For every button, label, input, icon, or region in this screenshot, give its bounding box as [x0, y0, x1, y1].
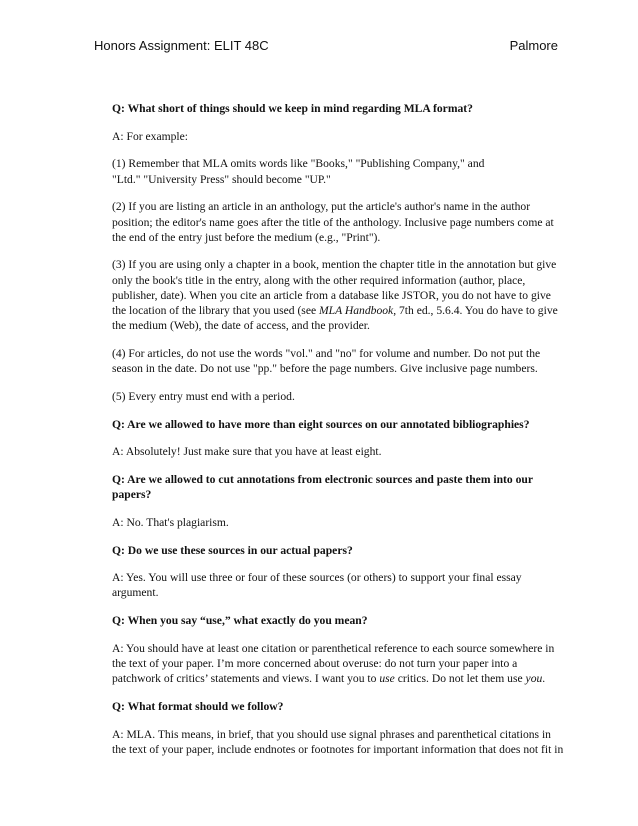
answer-line [112, 671, 562, 686]
paragraph-line: (2) If you are listing an article in an anthology, put the article's author's name in the author [112, 200, 531, 214]
paragraph-item-5: (5) Every entry must end with a period. [112, 389, 295, 403]
answer-line: argument. [112, 586, 159, 600]
page-header [94, 38, 558, 56]
question-line: papers? [112, 488, 152, 502]
text-run: patchwork of critics’ statements and views. I want you to [112, 672, 380, 686]
italic-word: you [525, 672, 543, 686]
paragraph-line: the medium (Web), the date of access, and the provider. [112, 319, 370, 333]
paragraph-line [112, 303, 562, 318]
answer-line: A: MLA. This means, in brief, that you should use signal phrases and parenthetical citations in [112, 727, 551, 741]
text-run: critics. Do not let them use [394, 672, 526, 686]
question-cut-and-paste [112, 472, 562, 502]
answer-meaning-of-use [112, 641, 562, 687]
paragraph-line: "Ltd." "University Press" should become "UP." [112, 172, 331, 186]
answer-use-sources [112, 570, 562, 600]
question-line: Q: Are we allowed to cut annotations from electronic sources and paste them into our [112, 472, 533, 486]
header-author-name: Palmore [509, 38, 558, 53]
text-run: the location of the library that you used (see [112, 304, 320, 318]
question-use-sources: Q: Do we use these sources in our actual papers? [112, 543, 353, 557]
answer-line: the text of your paper, include endnotes or footnotes for important information that does not fit in [112, 742, 564, 756]
answer-number-of-sources: A: Absolutely! Just make sure that you have at least eight. [112, 445, 382, 459]
answer-line: the text of your paper. I’m more concerned about overuse: do not turn your paper into a [112, 657, 518, 671]
answer-cut-and-paste: A: No. That's plagiarism. [112, 515, 229, 529]
paragraph-item-1 [112, 156, 562, 186]
paragraph-line: season in the date. Do not use "pp." before the page numbers. Give inclusive page numbers. [112, 362, 538, 376]
paragraph-item-3 [112, 257, 562, 333]
book-title-italic: MLA Handbook [319, 304, 394, 318]
paragraph-line: position; the editor's name goes after the title of the anthology. Inclusive page numbers come at [112, 215, 554, 229]
paragraph-line: the end of the entry just before the medium (e.g., "Print"). [112, 230, 381, 244]
document-body [112, 101, 562, 757]
paragraph-line: publisher, date). When you cite an article from a database like JSTOR, you do not have to give [112, 288, 551, 302]
question-number-of-sources: Q: Are we allowed to have more than eight sources on our annotated bibliographies? [112, 417, 530, 431]
text-run: , 7th ed., 5.6.4. You do have to give [393, 304, 558, 318]
question-mla-format: Q: What short of things should we keep in mind regarding MLA format? [112, 102, 473, 115]
answer-line: A: You should have at least one citation or parenthetical reference to each source somewhere in [112, 641, 555, 655]
text-run: . [542, 672, 546, 686]
paragraph-line: (3) If you are using only a chapter in a book, mention the chapter title in the annotation but give [112, 258, 557, 272]
paragraph-line: (1) Remember that MLA omits words like "Books," "Publishing Company," and [112, 157, 485, 171]
question-meaning-of-use: Q: When you say “use,” what exactly do you mean? [112, 614, 368, 628]
paragraph-item-4 [112, 346, 562, 376]
answer-line: A: Yes. You will use three or four of these sources (or others) to support your final essay [112, 571, 522, 585]
italic-word: use [379, 672, 395, 686]
answer-format [112, 727, 562, 757]
header-course-title: Honors Assignment: ELIT 48C [94, 38, 269, 53]
answer-mla-format-intro: A: For example: [112, 129, 188, 143]
paragraph-line: only the book's title in the entry, along with the other required information (author, place, [112, 273, 526, 287]
paragraph-item-2 [112, 199, 562, 245]
paragraph-line: (4) For articles, do not use the words "vol." and "no" for volume and number. Do not put the [112, 346, 541, 360]
question-format: Q: What format should we follow? [112, 699, 284, 713]
